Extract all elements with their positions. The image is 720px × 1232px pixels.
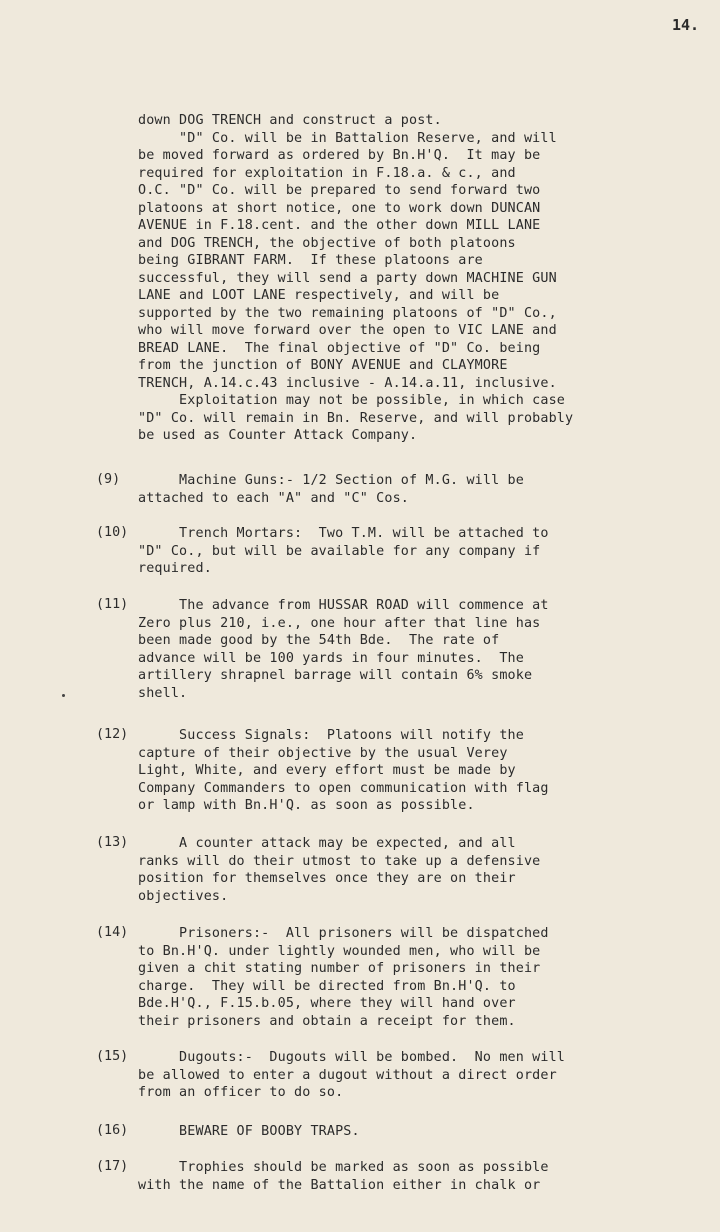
paragraph-number: (15) (96, 1049, 129, 1064)
ink-speck (62, 694, 65, 697)
text-line: Bde.H'Q., F.15.b.05, where they will hand over (138, 996, 516, 1011)
text-line: down DOG TRENCH and construct a post. (138, 113, 442, 128)
text-line: The advance from HUSSAR ROAD will commence at (138, 598, 549, 613)
text-line: who will move forward over the open to VIC LANE and (138, 323, 557, 338)
text-line: and DOG TRENCH, the objective of both platoons (138, 235, 516, 251)
page-number: 14. (672, 16, 700, 34)
text-line: Exploitation may not be possible, in which case (138, 393, 566, 408)
text-line: supported by the two remaining platoons of "D" Co., (138, 305, 557, 321)
text-line: with the name of the Battalion either in chalk or (138, 1177, 541, 1193)
text-line: artillery shrapnel barrage will contain 6% smoke (138, 668, 533, 683)
text-line: being GIBRANT FARM. If these platoons are (138, 253, 483, 268)
paragraph-number: (14) (96, 925, 129, 940)
text-line: Company Commanders to open communication with flag (138, 780, 549, 796)
text-line: attached to each "A" and "C" Cos. (138, 490, 409, 506)
paragraph-number: (17) (96, 1159, 129, 1174)
text-line: their prisoners and obtain a receipt for them. (138, 1013, 516, 1029)
text-line: be allowed to enter a dugout without a direct order (138, 1067, 557, 1083)
text-line: Trench Mortars: Two T.M. will be attached to (138, 526, 549, 541)
text-line: given a chit stating number of prisoners in their (138, 961, 541, 976)
text-line: Trophies should be marked as soon as possible (138, 1160, 549, 1175)
paragraph-number: (11) (96, 597, 129, 612)
text-line: Success Signals: Platoons will notify the (138, 728, 524, 743)
text-line: O.C. "D" Co. will be prepared to send forward two (138, 183, 541, 198)
text-line: be used as Counter Attack Company. (138, 428, 418, 443)
paragraph-number: (10) (96, 525, 129, 540)
text-line: TRENCH, A.14.c.43 inclusive - A.14.a.11, inclusive. (138, 375, 557, 391)
text-line: required for exploitation in F.18.a. & c., and (138, 165, 516, 181)
text-line: platoons at short notice, one to work down DUNCAN (138, 200, 541, 216)
text-line: from an officer to do so. (138, 1085, 344, 1100)
text-line: successful, they will send a party down MACHINE GUN (138, 270, 557, 286)
paragraph-number: (13) (96, 835, 129, 850)
text-line: be moved forward as ordered by Bn.H'Q. It may be (138, 148, 541, 163)
text-line: advance will be 100 yards in four minutes. The (138, 650, 524, 666)
text-line: charge. They will be directed from Bn.H'Q. to (138, 978, 516, 994)
text-line: required. (138, 561, 212, 576)
text-line: or lamp with Bn.H'Q. as soon as possible. (138, 798, 475, 813)
paragraph-number: (12) (96, 727, 129, 742)
text-line: Prisoners:- All prisoners will be dispatched (138, 926, 549, 941)
text-line: Machine Guns:- 1/2 Section of M.G. will be (138, 473, 524, 488)
text-line: A counter attack may be expected, and all (138, 836, 516, 851)
text-line: BREAD LANE. The final objective of "D" Co. being (138, 340, 541, 356)
text-line: Light, White, and every effort must be made by (138, 763, 516, 778)
text-line: been made good by the 54th Bde. The rate of (138, 633, 500, 648)
paragraph-number: (9) (96, 472, 121, 487)
text-line: objectives. (138, 888, 229, 904)
text-line: AVENUE in F.18.cent. and the other down MILL LANE (138, 218, 541, 233)
text-line: BEWARE OF BOOBY TRAPS. (138, 1124, 360, 1139)
text-line: to Bn.H'Q. under lightly wounded men, who will be (138, 943, 541, 959)
text-line: "D" Co. will remain in Bn. Reserve, and will probably (138, 410, 574, 426)
text-line: position for themselves once they are on their (138, 871, 516, 886)
text-line: LANE and LOOT LANE respectively, and will be (138, 288, 500, 303)
text-line: capture of their objective by the usual Verey (138, 745, 508, 761)
paragraph-number: (16) (96, 1123, 129, 1138)
text-line: "D" Co., but will be available for any company if (138, 543, 541, 559)
text-line: "D" Co. will be in Battalion Reserve, and will (138, 130, 557, 146)
text-line: shell. (138, 685, 188, 701)
text-line: Zero plus 210, i.e., one hour after that line has (138, 615, 541, 631)
text-line: from the junction of BONY AVENUE and CLAYMORE (138, 358, 508, 373)
text-line: ranks will do their utmost to take up a defensive (138, 853, 541, 869)
text-line: Dugouts:- Dugouts will be bombed. No men will (138, 1050, 566, 1065)
